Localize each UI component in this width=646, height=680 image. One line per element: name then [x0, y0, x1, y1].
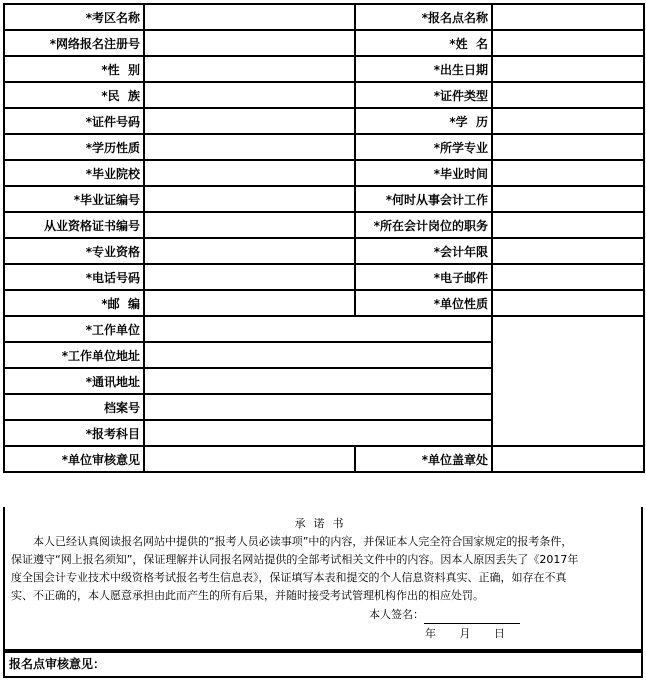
form-row	[4, 82, 644, 108]
form-row	[4, 108, 644, 134]
field-label: *单位审核意见	[4, 446, 144, 472]
field-value[interactable]	[144, 30, 355, 56]
form-row	[4, 186, 644, 212]
field-value[interactable]	[492, 264, 644, 290]
field-value[interactable]	[492, 82, 644, 108]
field-label: *所学专业	[355, 134, 492, 160]
field-label: *所在会计岗位的职务	[355, 212, 492, 238]
pledge-title: 承诺书	[294, 517, 352, 530]
field-value[interactable]	[144, 316, 492, 342]
field-value[interactable]	[492, 134, 644, 160]
field-label: *单位盖章处	[355, 446, 492, 472]
form-row	[4, 446, 644, 472]
field-label: *邮 编	[4, 290, 144, 316]
review-opinion: 报名点审核意见：	[3, 651, 643, 678]
field-value[interactable]	[144, 290, 355, 316]
form-row	[4, 264, 644, 290]
field-value[interactable]	[492, 30, 644, 56]
field-label: *电话号码	[4, 264, 144, 290]
field-value[interactable]	[492, 108, 644, 134]
field-value[interactable]	[144, 394, 492, 420]
form-row	[4, 238, 644, 264]
field-label: *工作单位地址	[4, 342, 144, 368]
field-value[interactable]	[492, 56, 644, 82]
field-value[interactable]	[492, 238, 644, 264]
form-row	[4, 134, 644, 160]
field-label: *证件号码	[4, 108, 144, 134]
field-label: *学历性质	[4, 134, 144, 160]
field-label: *毕业证编号	[4, 186, 144, 212]
field-value[interactable]	[144, 238, 355, 264]
field-value[interactable]	[144, 212, 355, 238]
field-label: *工作单位	[4, 316, 144, 342]
field-label: *出生日期	[355, 56, 492, 82]
field-value[interactable]	[144, 368, 492, 394]
field-value[interactable]	[144, 4, 355, 30]
date-label: 年 月 日	[425, 627, 505, 640]
field-value[interactable]	[144, 186, 355, 212]
pledge-line: 实、不正确的，本人愿意承担由此而产生的所有后果，并随时接受考试管理机构作出的相应处罚。	[11, 589, 484, 602]
form-row	[4, 30, 644, 56]
field-label: *电子邮件	[355, 264, 492, 290]
field-value[interactable]	[144, 342, 492, 368]
field-label: *民 族	[4, 82, 144, 108]
form-row	[4, 212, 644, 238]
field-value[interactable]	[144, 160, 355, 186]
form-row	[4, 316, 644, 342]
photo-area[interactable]	[492, 316, 644, 446]
field-value[interactable]	[144, 134, 355, 160]
field-value[interactable]	[492, 160, 644, 186]
field-label: *报考科目	[4, 420, 144, 446]
field-label: *单位性质	[355, 290, 492, 316]
field-label: 从业资格证书编号	[4, 212, 144, 238]
form-row	[4, 56, 644, 82]
field-value[interactable]	[144, 108, 355, 134]
signature-label: 本人签名：	[369, 608, 424, 621]
field-label: 档案号	[4, 394, 144, 420]
pledge-section	[3, 507, 643, 651]
signature-line[interactable]	[424, 611, 520, 624]
signature-field[interactable]	[369, 606, 520, 624]
registration-form-table	[3, 3, 645, 473]
field-value[interactable]	[492, 212, 644, 238]
field-value[interactable]	[492, 290, 644, 316]
field-value[interactable]	[492, 4, 644, 30]
field-label: *毕业时间	[355, 160, 492, 186]
field-label: *证件类型	[355, 82, 492, 108]
form-row	[4, 290, 644, 316]
field-value[interactable]	[144, 264, 355, 290]
field-label: *会计年限	[355, 238, 492, 264]
field-value[interactable]	[492, 446, 644, 472]
form-row	[4, 4, 644, 30]
field-value[interactable]	[144, 56, 355, 82]
field-label: *学 历	[355, 108, 492, 134]
field-label: *毕业院校	[4, 160, 144, 186]
field-label: *网络报名注册号	[4, 30, 144, 56]
pledge-line: 度全国会计专业技术中级资格考试报名考生信息表》，保证填写本表和提交的个人信息资料真实、正确，如存在不真	[11, 571, 567, 584]
field-value[interactable]	[144, 446, 355, 472]
field-value[interactable]	[144, 82, 355, 108]
form-row	[4, 160, 644, 186]
field-label: *通讯地址	[4, 368, 144, 394]
pledge-line: 保证遵守“网上报名须知”，保证理解并认同报名网站提供的全部考试相关文件中的内容。因本人原因丢失了《2017年	[11, 553, 579, 566]
field-value[interactable]	[144, 420, 492, 446]
pledge-line: 本人已经认真阅读报名网站中提供的“报考人员必读事项”中的内容，并保证本人完全符合国家规定的报考条件，	[33, 535, 573, 548]
field-label: *何时从事会计工作	[355, 186, 492, 212]
field-label: *报名点名称	[355, 4, 492, 30]
field-label: *性 别	[4, 56, 144, 82]
field-label: *姓 名	[355, 30, 492, 56]
field-label: *专业资格	[4, 238, 144, 264]
field-value[interactable]	[492, 186, 644, 212]
field-label: *考区名称	[4, 4, 144, 30]
